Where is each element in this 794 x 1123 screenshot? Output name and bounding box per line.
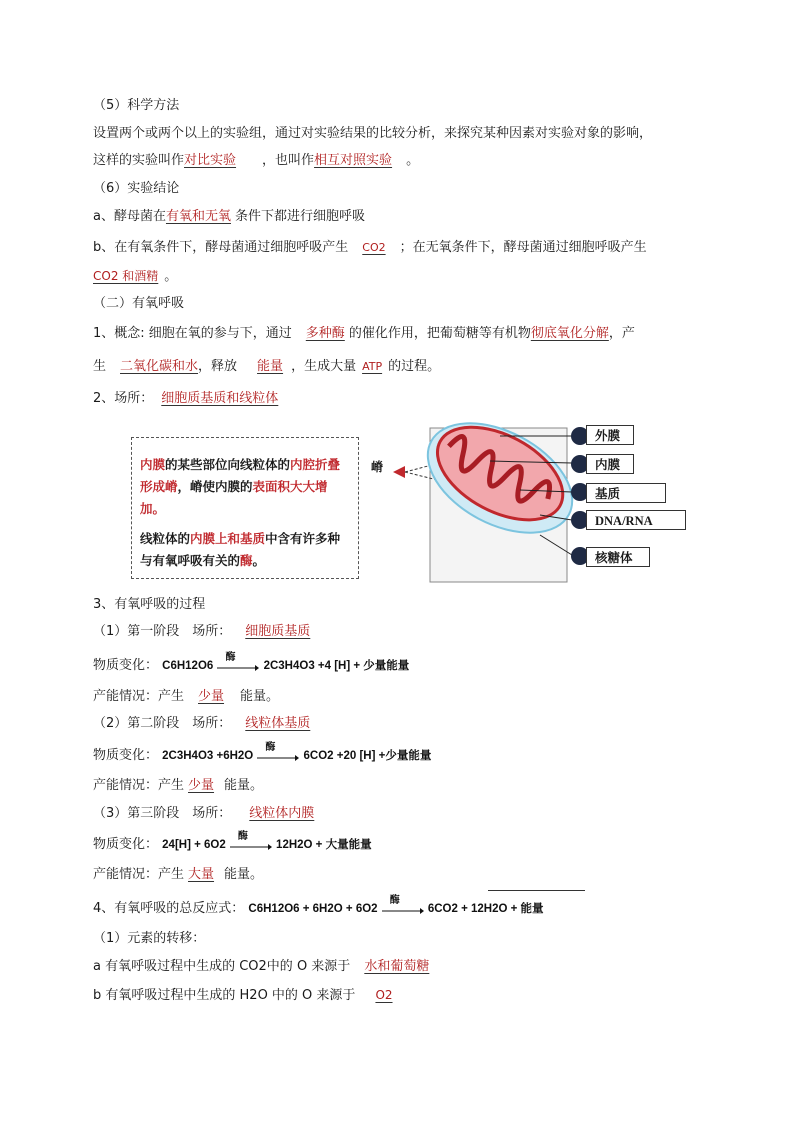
answer-o2: O2 xyxy=(375,988,393,1002)
answer-cytoplasm-mitochondria: 细胞质基质和线粒体 xyxy=(161,391,279,406)
answer-complete-oxidation: 彻底氧化分解 xyxy=(530,326,609,341)
en3-post: 能量。 xyxy=(224,867,264,882)
en2-pre: 产能情况：产生 xyxy=(93,778,185,793)
answer-stage1-energy: 少量 xyxy=(198,689,225,704)
eq3-right: 12H2O + 大量能量 xyxy=(276,839,372,851)
eq2-label: 物质变化： xyxy=(93,748,159,763)
answer-co2-water: 二氧化碳和水 xyxy=(120,359,199,374)
eq1-left: C6H12O6 xyxy=(162,660,214,672)
stage1-pre: （1）第一阶段 场所： xyxy=(93,624,232,639)
box-t7: 内膜上和基质 xyxy=(190,531,266,546)
s6-b-end: 。 xyxy=(164,269,178,284)
total-right: 6CO2 + 12H2O + 能量 xyxy=(427,903,544,915)
stage1-equation xyxy=(93,651,410,675)
stage2-pre: （2）第二阶段 场所： xyxy=(93,716,232,731)
stage2-equation xyxy=(93,741,432,765)
s6-a-post: 条件下都进行细胞呼吸 xyxy=(234,209,365,224)
label-outer-membrane: 外膜 xyxy=(586,425,634,445)
transfer-b xyxy=(93,986,423,1005)
site-pre: 2、场所： xyxy=(93,391,154,406)
eq3-enzyme: 酶 xyxy=(237,830,248,842)
eq1-enzyme: 酶 xyxy=(225,651,236,663)
concept-l2-end: 的过程。 xyxy=(388,359,441,374)
concept-mid2: ，产 xyxy=(608,326,635,341)
concept-l2-pre: 生 xyxy=(93,359,107,374)
label-matrix: 基质 xyxy=(586,483,666,503)
stage3-pre: （3）第三阶段 场所： xyxy=(93,806,232,821)
transfer-a xyxy=(93,958,457,976)
eq1-arrow xyxy=(217,651,259,673)
answer-stage3-energy: 大量 xyxy=(188,867,215,882)
answer-energy: 能量 xyxy=(257,359,284,374)
en1-pre: 产能情况：产生 xyxy=(93,689,185,704)
box-t4: ，嵴使内膜的 xyxy=(177,479,253,494)
eq2-right: 6CO2 +20 [H] +少量能量 xyxy=(303,750,432,762)
s6-b-pre: b、在有氧条件下，酵母菌通过细胞呼吸产生 xyxy=(93,240,349,255)
label-inner-membrane: 内膜 xyxy=(586,454,634,474)
stage3-site xyxy=(93,805,338,823)
transfer-b-pre: b 有氧呼吸过程中生成的 H2O 中的 O 来源于 xyxy=(93,988,356,1003)
eq2-left: 2C3H4O3 +6H2O xyxy=(162,750,254,762)
box-t6: 线粒体的 xyxy=(140,531,191,546)
blank-underline xyxy=(488,890,585,891)
box-t10: 。 xyxy=(252,553,266,568)
transfer-heading: （1）元素的转移： xyxy=(93,931,206,946)
box-t5: 表面积大大增加。 xyxy=(140,479,328,516)
stage1-energy xyxy=(93,688,279,706)
concept-l2-mid: ，释放 xyxy=(198,359,238,374)
box-t8: 中含有许多种与有氧呼吸有关的 xyxy=(140,531,341,568)
stage3-energy xyxy=(93,866,263,884)
total-enzyme: 酶 xyxy=(389,894,400,906)
box-t1: 内膜 xyxy=(140,457,166,472)
box-t2: 的某些部位向线粒体的 xyxy=(165,457,291,472)
concept-l2-mid2: ，生成大量 xyxy=(291,359,357,374)
s6-heading: （6）实验结论 xyxy=(93,181,180,196)
crista-arrow-head xyxy=(393,466,405,478)
answer-contrast-experiment: 对比实验 xyxy=(184,153,237,168)
answer-co2: CO2 xyxy=(362,241,386,254)
eq1-label: 物质变化： xyxy=(93,658,159,673)
answer-co2-alcohol: CO2 和酒精 xyxy=(93,269,159,283)
stage1-site xyxy=(93,623,320,641)
answer-stage2-energy: 少量 xyxy=(188,778,215,793)
total-arrow xyxy=(382,894,424,916)
eq3-arrow xyxy=(230,830,272,852)
eq1-right: 2C3H4O3 +4 [H] + 少量能量 xyxy=(263,660,410,672)
s6-b-mid: ；在无氧条件下，酵母菌通过细胞呼吸产生 xyxy=(399,240,647,255)
box-t3: 内腔折叠形成嵴 xyxy=(140,457,341,494)
answer-water-glucose: 水和葡萄糖 xyxy=(364,959,430,974)
s5-line1: 设置两个或两个以上的实验组，通过对实验结果的比较分析，来探究某种因素对实验对象的影响， xyxy=(93,126,653,141)
answer-mutual-control: 相互对照实验 xyxy=(314,153,393,168)
concept-mid1: 的催化作用，把葡萄糖等有机物 xyxy=(348,326,531,341)
eq3-label: 物质变化： xyxy=(93,837,159,852)
s6-a-pre: a、酵母菌在 xyxy=(93,209,166,224)
box-t9: 酶 xyxy=(240,553,253,568)
stage3-equation xyxy=(93,830,372,854)
s5-line2-b: ，也叫作 xyxy=(262,153,315,168)
s5-line2-c: 。 xyxy=(406,153,420,168)
process-heading: 3、有氧呼吸的过程 xyxy=(93,597,206,612)
s5-line2-a: 这样的实验叫作 xyxy=(93,153,185,168)
s5-heading: （5）科学方法 xyxy=(93,98,180,113)
total-equation xyxy=(93,894,544,918)
eq3-left: 24[H] + 6O2 xyxy=(162,839,226,851)
label-ribosome: 核糖体 xyxy=(586,547,650,567)
eq2-enzyme: 酶 xyxy=(265,741,276,753)
answer-stage2-site: 线粒体基质 xyxy=(245,716,311,731)
total-pre: 4、有氧呼吸的总反应式： xyxy=(93,901,245,916)
en1-post: 能量。 xyxy=(240,689,280,704)
answer-aerobic-anaerobic: 有氧和无氧 xyxy=(165,209,231,224)
eq2-arrow xyxy=(257,741,299,763)
label-dna-rna: DNA/RNA xyxy=(586,510,686,530)
stage2-energy xyxy=(93,777,263,795)
answer-stage3-site: 线粒体内膜 xyxy=(249,806,315,821)
concept-pre: 1、概念: 细胞在氧的参与下，通过 xyxy=(93,326,292,341)
en3-pre: 产能情况：产生 xyxy=(93,867,185,882)
total-left: C6H12O6 + 6H2O + 6O2 xyxy=(248,903,378,915)
transfer-a-pre: a 有氧呼吸过程中生成的 CO2中的 O 来源于 xyxy=(93,959,351,974)
en2-post: 能量。 xyxy=(224,778,264,793)
answer-enzymes: 多种酶 xyxy=(305,326,345,341)
stage2-site xyxy=(93,715,324,733)
section-aerobic-heading: （二）有氧呼吸 xyxy=(93,296,185,311)
crista-label: 嵴 xyxy=(371,460,384,474)
answer-stage1-site: 细胞质基质 xyxy=(245,624,311,639)
answer-atp: ATP xyxy=(362,360,383,373)
